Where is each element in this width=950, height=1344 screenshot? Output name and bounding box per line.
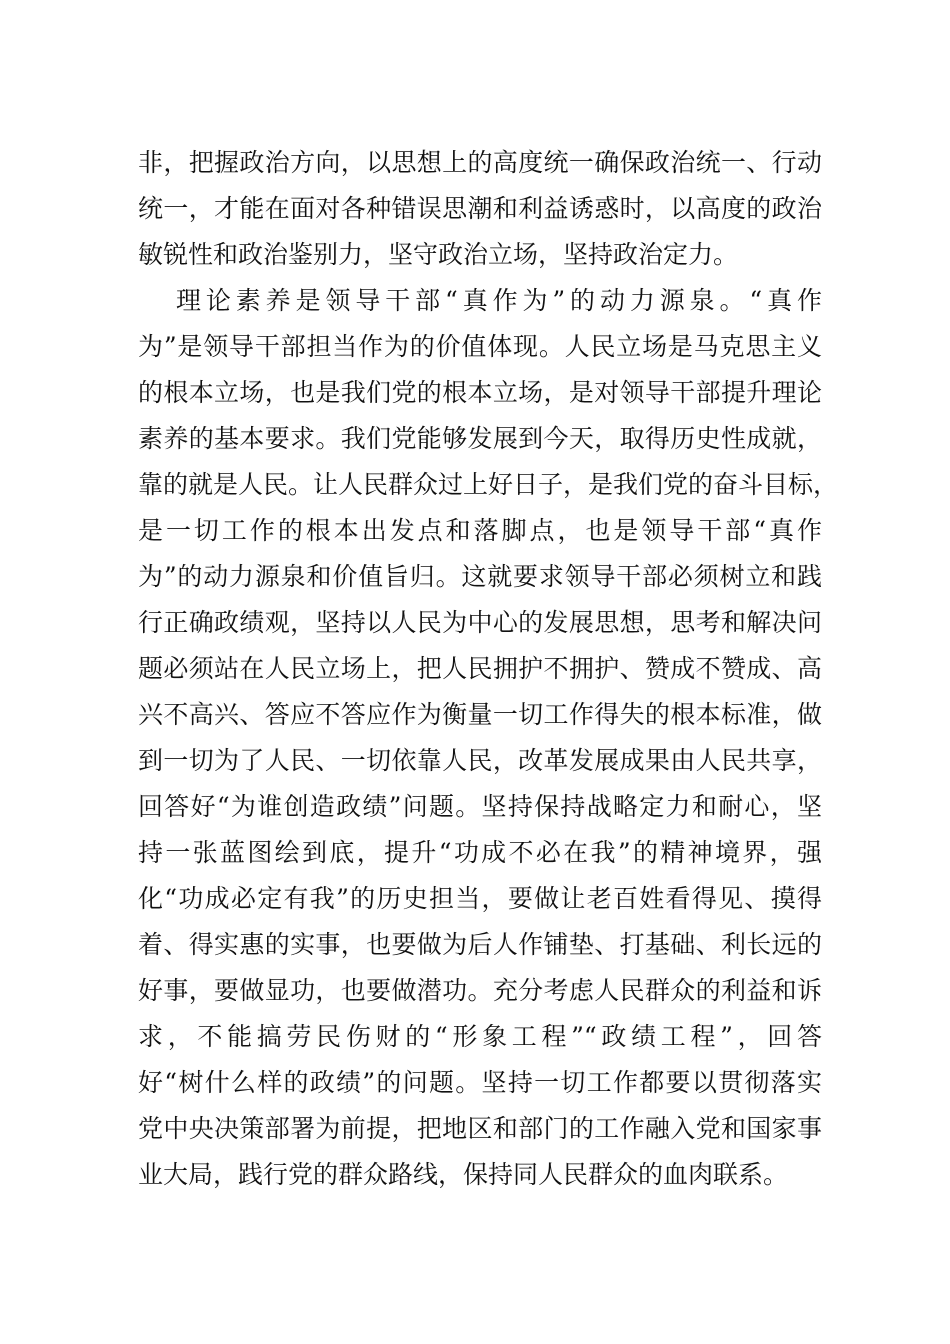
paragraph-line: 兴不高兴、答应不答应作为衡量一切工作得失的根本标准，做 [138,700,822,729]
paragraph-line: 理论素养是领导干部“真作为”的动力源泉。“真作 [176,286,822,315]
paragraph-line: 敏锐性和政治鉴别力，坚守政治立场，坚持政治定力。 [138,240,739,269]
paragraph-line: 为”是领导干部担当作为的价值体现。人民立场是马克思主义 [138,332,822,361]
paragraph-line: 到一切为了人民、一切依靠人民，改革发展成果由人民共享， [138,746,822,775]
paragraph-line: 素养的基本要求。我们党能够发展到今天，取得历史性成就， [138,424,822,453]
paragraph-line: 统一，才能在面对各种错误思潮和利益诱惑时，以高度的政治 [138,194,822,223]
paragraph-line: 持一张蓝图绘到底，提升“功成不必在我”的精神境界，强 [138,838,822,867]
paragraph-line: 行正确政绩观，坚持以人民为中心的发展思想，思考和解决问 [138,608,822,637]
paragraph-line: 着、得实惠的实事，也要做为后人作铺垫、打基础、利长远的 [138,930,822,959]
paragraph-line: 党中央决策部署为前提，把地区和部门的工作融入党和国家事 [138,1114,822,1143]
paragraph-line: 题必须站在人民立场上，把人民拥护不拥护、赞成不赞成、高 [138,654,822,683]
paragraph-line: 化“功成必定有我”的历史担当，要做让老百姓看得见、摸得 [138,884,822,913]
paragraph-line: 是一切工作的根本出发点和落脚点，也是领导干部“真作 [138,516,822,545]
paragraph-line: 靠的就是人民。让人民群众过上好日子，是我们党的奋斗目标， [138,470,839,499]
paragraph-line: 好事，要做显功，也要做潜功。充分考虑人民群众的利益和诉 [138,976,822,1005]
paragraph-line: 好“树什么样的政绩”的问题。坚持一切工作都要以贯彻落实 [138,1068,822,1097]
paragraph-line: 的根本立场，也是我们党的根本立场，是对领导干部提升理论 [138,378,822,407]
paragraph-line: 为”的动力源泉和价值旨归。这就要求领导干部必须树立和践 [138,562,822,591]
paragraph-line: 非，把握政治方向，以思想上的高度统一确保政治统一、行动 [138,148,822,177]
paragraph-line: 求，不能搞劳民伤财的“形象工程”“政绩工程”，回答 [138,1022,822,1051]
paragraph-line: 业大局，践行党的群众路线，保持同人民群众的血肉联系。 [138,1160,789,1189]
paragraph-line: 回答好“为谁创造政绩”问题。坚持保持战略定力和耐心，坚 [138,792,822,821]
